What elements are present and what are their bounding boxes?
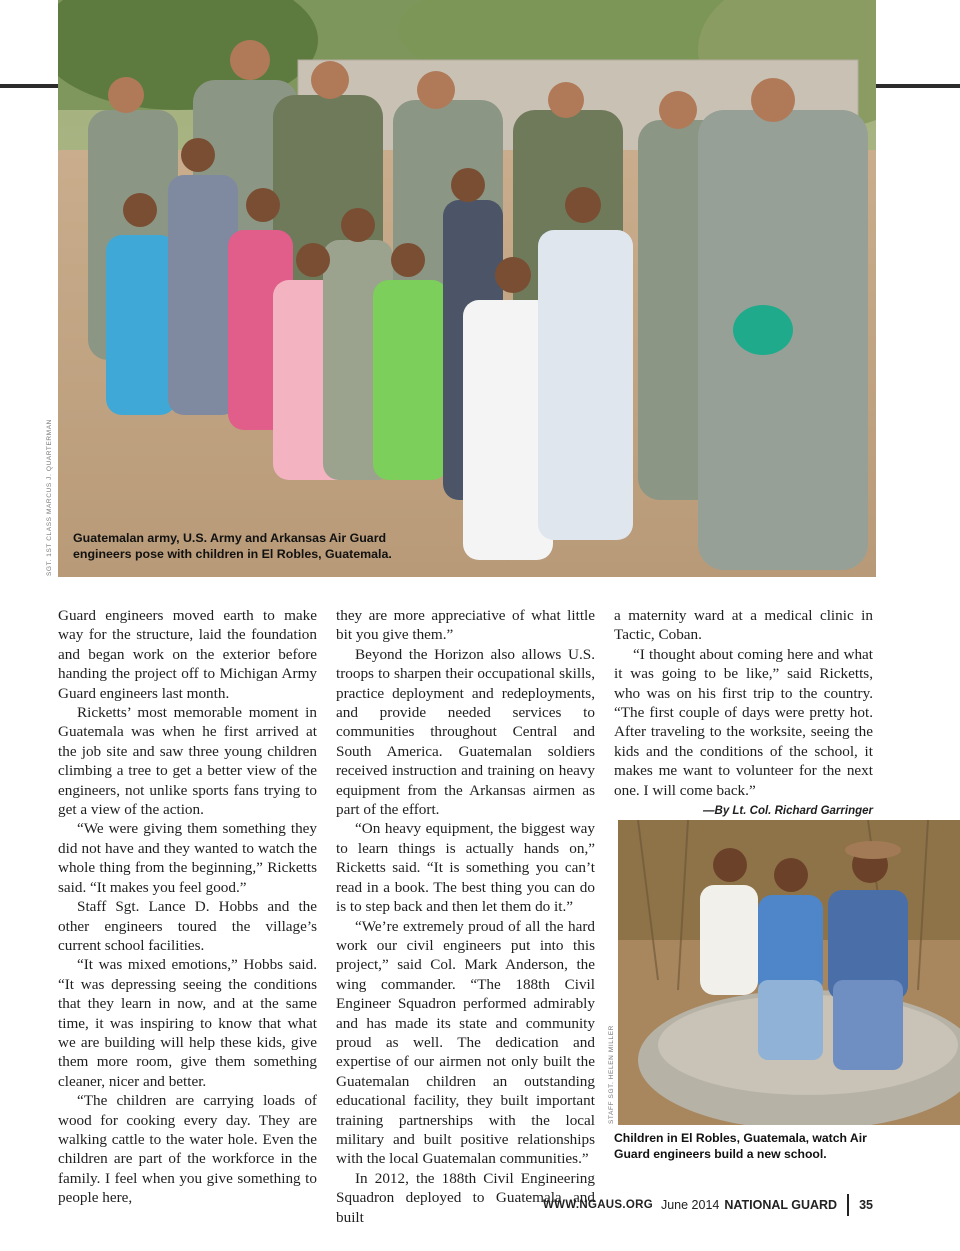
group-photo xyxy=(58,0,876,577)
paragraph: a maternity ward at a medical clinic in Tactic, Coban. xyxy=(614,607,873,644)
footer-divider xyxy=(847,1194,849,1216)
paragraph: Guard engineers moved earth to make way for the structure, laid the foundation and began work on the exterior before handing the project off to Michigan Army Guard engineers last month. xyxy=(58,607,317,702)
photo-credit: SGT. 1ST CLASS MARCUS J. QUARTERMAN xyxy=(46,419,53,576)
paragraph: Ricketts’ most memorable moment in Guatemala was when he first arrived at the job site and saw three young children climbing a tree to get a better view of the engineers, not unlike sports fans trying to get a view of the action. xyxy=(58,704,317,819)
paragraph: “The children are carrying loads of wood for cooking every day. They are walking cattle to the water hole. Even the children are part of the workforce in the family. I feel when you give something to people here, xyxy=(58,1092,317,1207)
paragraph: In 2012, the 188th Civil Engineering Squadron deployed to Guatemala and built xyxy=(336,1169,595,1226)
top-rule-right xyxy=(876,84,960,88)
paragraph: Beyond the Horizon also allows U.S. troops to sharpen their occupational skills, practice deployment and redeployments, and provide needed services to communities throughout Central and South America. Guatemalan soldiers received instruction and training on heavy equipment from the Arkansas airmen as part of the effort. xyxy=(336,645,595,819)
article-column-1 xyxy=(58,606,317,1208)
article-column-2 xyxy=(336,606,595,1227)
photo-caption: Guatemalan army, U.S. Army and Arkansas Air Guard engineers pose with children in El Robles, Guatemala. xyxy=(73,531,392,561)
top-rule-left xyxy=(0,84,58,88)
paragraph: “We’re extremely proud of all the hard work our civil engineers put into this project,” said Col. Mark Anderson, the wing commander. “The 188th Civil Engineer Squadron performed admirably and has made its state and community proud as well. The dedication and expertise of our airmen not only built the Guatemalan children an outstanding educational facility, they built important training partnerships with the local military and built positive relationships with the local Guatemalan communities.” xyxy=(336,917,595,1168)
page-footer xyxy=(543,1194,873,1216)
children-photo xyxy=(618,820,960,1125)
magazine-name: NATIONAL GUARD xyxy=(724,1198,838,1212)
paragraph: Staff Sgt. Lance D. Hobbs and the other engineers toured the village’s current school facilities. xyxy=(58,898,317,954)
paragraph: “It was mixed emotions,” Hobbs said. “It was depressing seeing the conditions that they learn in now, and at the same time, it was inspiring to know that what we are building will help these kids, give them more room, give them something cleaner, nicer and better. xyxy=(58,956,317,1090)
photo-caption: Children in El Robles, Guatemala, watch Air Guard engineers build a new school. xyxy=(614,1131,867,1161)
paragraph: they are more appreciative of what little bit you give them.” xyxy=(336,607,595,644)
photo-credit: STAFF SGT. HELEN MILLER xyxy=(608,1025,615,1124)
byline: —By Lt. Col. Richard Garringer xyxy=(703,805,873,818)
paragraph: “On heavy equipment, the biggest way to learn things is actually hands on,” Ricketts said. “It is something you can’t read in a book. The best thing you can do is to step back and then let them do it.” xyxy=(336,820,595,916)
website-url: WWW.NGAUS.ORG xyxy=(543,1199,653,1211)
article-column-3 xyxy=(614,606,873,821)
paragraph: “I thought about coming here and what it was going to be like,” said Ricketts, who was on his first trip to the country. “The first couple of days were pretty hot. After traveling to the worksite, seeing the kids and the conditions of the school, it makes me want to volunteer for the next one. I will come back.” xyxy=(614,645,873,799)
issue-date: June 2014 xyxy=(660,1198,720,1212)
page-number: 35 xyxy=(859,1198,873,1212)
paragraph: “We were giving them something they did not have and they wanted to watch the whole thing from the beginning,” Ricketts said. “It makes you feel good.” xyxy=(58,820,317,896)
